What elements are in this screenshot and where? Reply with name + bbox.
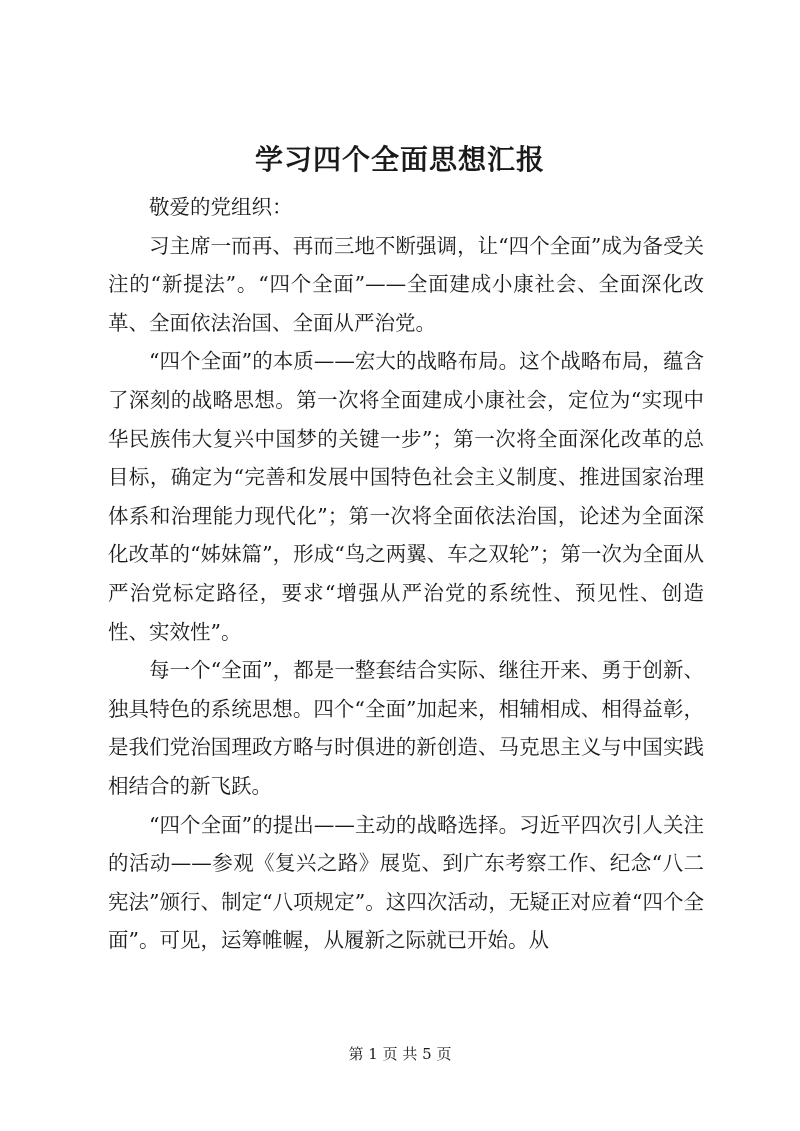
paragraph: “四个全面”的本质——宏大的战略布局。这个战略布局，蕴含了深刻的战略思想。第一次将全面建成小康社会，定位为“实现中华民族伟大复兴中国梦的关键一步”；第一次将全面深化改革的总目标，确定为“完善和发展中国特色社会主义制度、推进国家治理体系和治理能力现代化”；第一次将全面依法治国，论述为全面深化改革的“姊妹篇”，形成“鸟之两翼、车之双轮”；第一次为全面从严治党标定路径，要求“增强从严治党的系统性、预见性、创造性、实效性”。	[108, 349, 704, 644]
page-footer: 第 1 页 共 5 页	[348, 1045, 452, 1063]
document-body	[108, 188, 704, 960]
paragraph: 习主席一而再、再而三地不断强调，让“四个全面”成为备受关注的“新提法”。“四个全面”——全面建成小康社会、全面深化改革、全面依法治国、全面从严治党。	[108, 233, 704, 335]
salutation: 敬爱的党组织：	[149, 195, 293, 219]
paragraph: “四个全面”的提出——主动的战略选择。习近平四次引人关注的活动——参观《复兴之路》展览、到广东考察工作、纪念“八二宪法”颁行、制定“八项规定”。这四次活动，无疑正对应着“四个全面”。可见，运筹帷幄，从履新之际就已开始。从	[108, 812, 704, 953]
paragraph: 每一个“全面”，都是一整套结合实际、继往开来、勇于创新、独具特色的系统思想。四个“全面”加起来，相辅相成、相得益彰，是我们党治国理政方略与时俱进的新创造、马克思主义与中国实践相结合的新飞跃。	[108, 658, 704, 798]
document-title: 学习四个全面思想汇报	[254, 143, 545, 176]
